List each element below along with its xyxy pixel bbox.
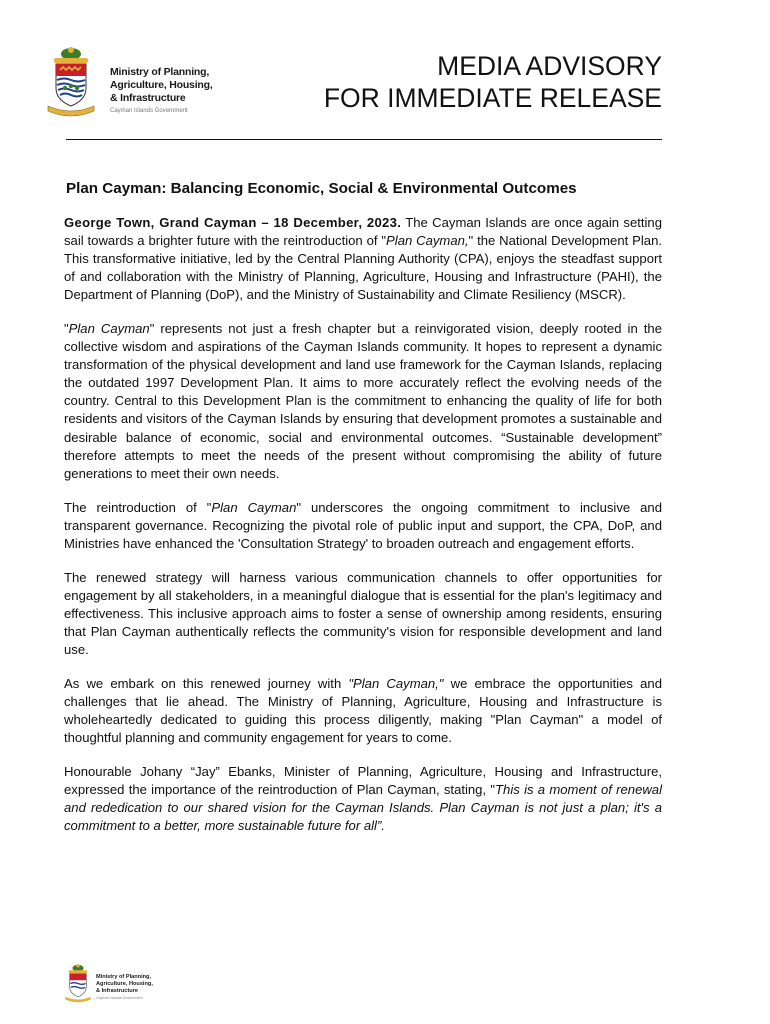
press-release-headline: Plan Cayman: Balancing Economic, Social & Environmental Outcomes <box>66 180 577 197</box>
paragraph-4: The renewed strategy will harness various communication channels to offer opportunities for engagement by all stakeholders, in a meaningful dialogue that is essential for the plan's legitimacy and effectiveness. This inclusive approach aims to foster a sense of ownership among residents, ensuring that Plan Cayman authentically reflects the community's vision for responsible development and land use. <box>64 569 662 657</box>
minister-quote: This is a moment of renewal and rededication to our shared vision for the Cayman Islands. Plan Cayman is not just a plan; it's a commitment to a better, more sustainable future for all”. <box>64 782 662 834</box>
paragraph-1: George Town, Grand Cayman – 18 December, 2023. The Cayman Islands are once again setting sail towards a brighter future with the reintroduction of "Plan Cayman," the National Development Plan. This transformative initiative, led by the Central Planning Authority (CPA), enjoys the steadfast support of and collaboration with the Ministry of Planning, Agriculture, Housing and Infrastructure (PAHI), the Department of Planning (DoP), and the Ministry of Sustainability and Climate Resiliency (MSCR). <box>64 215 662 303</box>
footer-ministry-name: Ministry of Planning, Agriculture, Housing, & Infrastructure <box>96 974 153 994</box>
paragraph-3: The reintroduction of "Plan Cayman" underscores the ongoing commitment to inclusive and transparent governance. Recognizing the pivotal role of public input and support, the CPA, DoP, and Ministries have enhanced the 'Consultation Strategy' to broaden outreach and engagement efforts. <box>64 499 662 551</box>
government-label: Cayman Islands Government <box>110 108 188 114</box>
paragraph-6: Honourable Johany “Jay” Ebanks, Minister of Planning, Agriculture, Housing and Infrastructure, expressed the importance of the reintroduction of Plan Cayman, stating, "This is a moment of renewal and rededication to our shared vision for the Cayman Islands. Plan Cayman is not just a plan; it's a commitment to a better, more sustainable future for all”. <box>64 764 662 834</box>
ministry-name: Ministry of Planning, Agriculture, Housing, & Infrastructure <box>110 66 213 104</box>
media-advisory-title: MEDIA ADVISORY FOR IMMEDIATE RELEASE <box>323 51 662 113</box>
header-divider <box>66 139 662 140</box>
dateline: George Town, Grand Cayman – 18 December, 2023. <box>64 215 402 230</box>
paragraph-5: As we embark on this renewed journey with "Plan Cayman," we embrace the opportunities and challenges that lie ahead. The Ministry of Planning, Agriculture, Housing and Infrastructure is wholeheartedly dedicated to guiding this process diligently, making "Plan Cayman" a model of thoughtful planning and community engagement for years to come. <box>64 676 662 746</box>
press-release-body <box>64 214 662 851</box>
footer-government-label: Cayman Islands Government <box>96 996 143 1000</box>
ministry-logo <box>42 44 232 124</box>
paragraph-2: "Plan Cayman" represents not just a fresh chapter but a reinvigorated vision, deeply rooted in the collective wisdom and aspirations of the Cayman Islands community. It hopes to represent a dynamic transformation of the physical development and land use framework for the Cayman Islands, replacing the outdated 1997 Development Plan. It aims to more accurately reflect the evolving needs of the country. Central to this Development Plan is the commitment to enhancing the quality of life for both residents and visitors of the Cayman Islands by ensuring that development promotes a sustainable and desirable balance of economic, social and environmental outcomes. “Sustainable development” therefore attempts to meet the needs of the present without compromising the ability of future generations to meet their own needs. <box>64 321 662 481</box>
cayman-crest-icon <box>62 962 94 1004</box>
cayman-crest-icon <box>42 44 100 118</box>
footer-ministry-logo <box>62 962 192 1008</box>
